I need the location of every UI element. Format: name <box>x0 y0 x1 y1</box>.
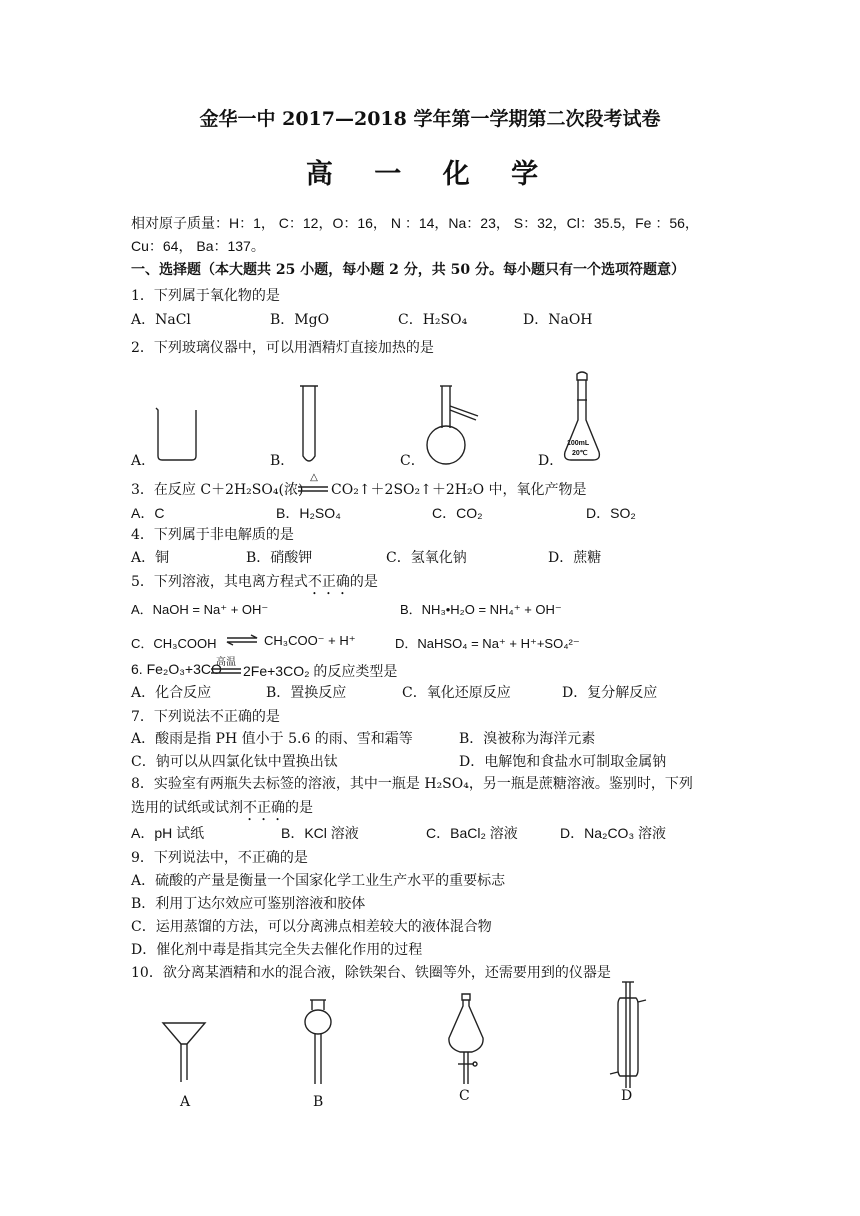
q4-option-c: C．氢氧化钠 <box>386 550 467 566</box>
q1-stem: 1．下列属于氧化物的是 <box>131 288 280 304</box>
q4-option-d: D．蔗糖 <box>548 550 602 566</box>
q1-option-d: D．NaOH <box>523 312 593 328</box>
q2-option-c: C． <box>400 453 425 469</box>
equilibrium-arrow-icon <box>226 635 258 645</box>
q7-option-d: D．电解饱和食盐水可制取金属钠 <box>459 754 667 770</box>
exam-title: 金华一中 2017—2018 学年第一学期第二次段考试卷 <box>199 108 661 130</box>
atomic-mass-line-2: Cu：64， Ba：137。 <box>131 238 265 254</box>
heat-symbol: △ <box>310 472 318 483</box>
q10-stem: 10．欲分离某酒精和水的混合液，除铁架台、铁圈等外，还需要用到的仪器是 <box>131 965 611 981</box>
q8-option-d: D．Na₂CO₃ 溶液 <box>560 825 667 841</box>
q8-option-b: B．KCl 溶液 <box>281 825 359 841</box>
round-flask-long-neck-icon <box>300 998 336 1090</box>
q5-option-a: A．NaOH = Na⁺ + OH⁻ <box>131 602 269 617</box>
q10-option-a: A <box>180 1094 191 1110</box>
q5-stem-emphasis: 不正确 <box>307 574 350 590</box>
q3-stem-left: 3．在反应 C＋2H₂SO₄(浓) <box>131 482 304 498</box>
flask-capacity-label: 100mL <box>567 440 590 447</box>
funnel-icon <box>162 1022 206 1086</box>
q3-option-a: A．C <box>131 505 165 521</box>
q8-stem-pre: 选用的试纸或试剂 <box>131 800 243 816</box>
beaker-icon <box>152 406 202 462</box>
q2-option-a: A． <box>131 453 156 469</box>
q8-stem-post: 的是 <box>285 800 313 816</box>
q9-option-b: B．利用丁达尔效应可鉴别溶液和胶体 <box>131 896 366 912</box>
q2-option-d: D． <box>538 453 564 469</box>
q2-stem: 2．下列玻璃仪器中，可以用酒精灯直接加热的是 <box>131 340 434 356</box>
reaction-equals-sign <box>297 485 329 493</box>
q5-option-b: B．NH₃•H₂O = NH₄⁺ + OH⁻ <box>400 602 562 617</box>
q5-stem-pre: 5．下列溶液，其电离方程式 <box>131 574 308 590</box>
flask-temp-label: 20℃ <box>572 450 588 457</box>
q7-stem: 7．下列说法不正确的是 <box>131 709 280 725</box>
q4-option-a: A．铜 <box>131 550 170 566</box>
q3-option-c: C．CO₂ <box>432 505 483 521</box>
q9-stem: 9．下列说法中，不正确的是 <box>131 850 308 866</box>
q4-stem: 4．下列属于非电解质的是 <box>131 527 294 543</box>
q8-stem-line-1: 8．实验室有两瓶失去标签的溶液，其中一瓶是 H₂SO₄，另一瓶是蔗糖溶液。鉴别时，下列 <box>131 776 693 792</box>
q4-option-b: B．硝酸钾 <box>246 550 313 566</box>
q7-option-a: A．酸雨是指 PH 值小于 5.6 的雨、雪和霜等 <box>131 731 413 747</box>
q6-stem-left: 6. Fe₂O₃+3CO <box>131 661 222 677</box>
q8-option-c: C．BaCl₂ 溶液 <box>426 825 518 841</box>
subject-title: 高 一 化 学 <box>305 159 555 190</box>
q5-stem-post: 的是 <box>349 574 378 590</box>
q5-stem <box>131 571 378 598</box>
q7-option-b: B．溴被称为海洋元素 <box>459 731 596 747</box>
q8-option-a: A．pH 试纸 <box>131 825 205 841</box>
q7-option-c: C．钠可以从四氯化钛中置换出钛 <box>131 754 338 770</box>
q6-stem-right: 2Fe+3CO₂ 的反应类型是 <box>243 663 398 679</box>
q1-option-b: B．MgO <box>270 312 330 328</box>
q8-stem-emphasis: 不正确 <box>243 800 285 816</box>
atomic-mass-line-1: 相对原子质量：H：1， C：12，O：16， N ：14，Na：23， S：32，Cl：35.5，Fe ：56， <box>131 215 699 231</box>
q6-option-c: C．氧化还原反应 <box>402 685 511 701</box>
q5-option-d: D．NaHSO₄ = Na⁺ + H⁺+SO₄²⁻ <box>395 636 580 651</box>
q10-option-b: B <box>313 1094 324 1110</box>
q10-option-c: C <box>459 1088 470 1104</box>
section-heading: 一、选择题（本大题共 25 小题，每小题 2 分，共 50 分。每小题只有一个选项符题意） <box>131 262 685 278</box>
q5-option-c-left: C．CH₃COOH <box>131 636 217 651</box>
q3-option-b: B．H₂SO₄ <box>276 505 341 521</box>
q9-option-c: C．运用蒸馏的方法，可以分离沸点相差较大的液体混合物 <box>131 919 492 935</box>
q5-option-c-right: CH₃COO⁻ + H⁺ <box>264 633 356 648</box>
q1-option-c: C．H₂SO₄ <box>398 312 468 328</box>
reaction-equals-sign-2 <box>210 667 242 675</box>
q10-option-d: D <box>621 1088 633 1104</box>
q9-option-d: D．催化剂中毒是指其完全失去催化作用的过程 <box>131 942 423 958</box>
q6-option-b: B．置换反应 <box>266 685 347 701</box>
q6-option-a: A．化合反应 <box>131 685 212 701</box>
distilling-flask-icon <box>424 384 484 470</box>
q3-stem-right: CO₂↑＋2SO₂↑＋2H₂O 中，氧化产物是 <box>331 482 587 498</box>
q8-stem-line-2 <box>131 797 313 824</box>
condenser-icon <box>608 980 648 1092</box>
separatory-funnel-icon <box>444 992 488 1088</box>
q3-option-d: D．SO₂ <box>586 505 636 521</box>
q2-option-b: B． <box>270 453 295 469</box>
q6-option-d: D．复分解反应 <box>562 685 658 701</box>
test-tube-icon <box>298 384 320 468</box>
high-temp-label: 高温 <box>216 657 236 668</box>
q1-option-a: A．NaCl <box>131 312 191 328</box>
q9-option-a: A．硫酸的产量是衡量一个国家化学工业生产水平的重要标志 <box>131 873 506 889</box>
